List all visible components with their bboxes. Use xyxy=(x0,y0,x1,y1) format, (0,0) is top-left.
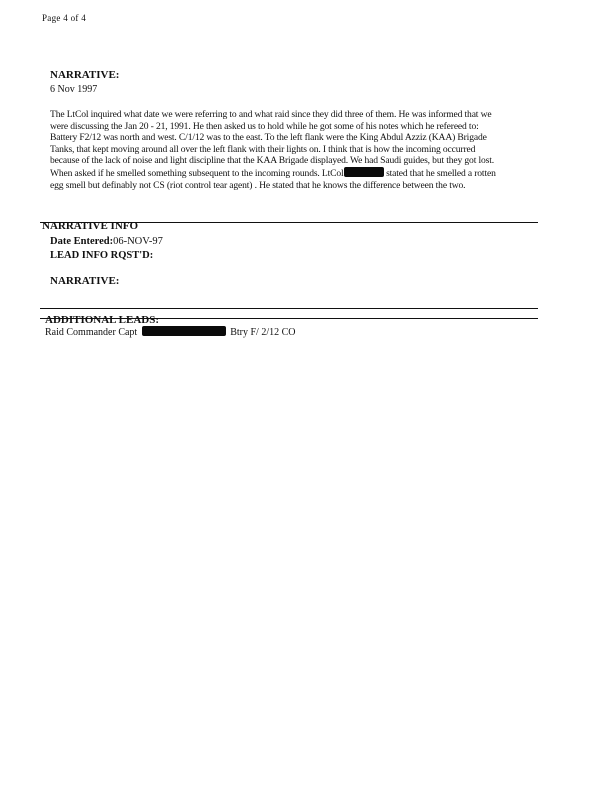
page-number: Page 4 of 4 xyxy=(42,13,87,23)
narrative-info-heading: NARRATIVE INFO xyxy=(42,220,139,232)
redaction-mark xyxy=(142,326,226,336)
lead-info-label: LEAD INFO RQST'D: xyxy=(50,250,154,261)
date-entered-label: Date Entered: xyxy=(50,236,114,247)
narrative-paragraph-start: The LtCol inquired what date we were referring to and what raid since they did three of them. He was informed that we were discussing the Jan 20 - 21, 1991. He then asked us to hold while he got some of his notes which he refereed to: Battery F2/12 was north and west. C/1/12 was to the east. To the left flank were the King Abdul Azziz (KAA) Brigade Tanks, that kept moving around all over the left flank with their lights on. I think that is how the incoming occurred because of the lack of noise and light discipline that the KAA Brigade displayed. We had Saudi guides, but they got lost. When asked if he smelled something subsequent to the incoming rounds. LtCol xyxy=(50,109,494,179)
narrative-paragraph-end: stated that he smelled a rotten egg smell but definably not CS (riot control tear agent) . He stated that he knows the difference between the two. xyxy=(50,167,496,191)
narrative-paragraph xyxy=(50,109,502,191)
lead-suffix: Btry F/ 2/12 CO xyxy=(230,327,296,338)
section-divider xyxy=(40,308,538,309)
lead-entry xyxy=(45,326,296,339)
narrative-date: 6 Nov 1997 xyxy=(50,84,98,95)
additional-leads-heading: ADDITIONAL LEADS: xyxy=(45,314,159,326)
narrative-heading: NARRATIVE: xyxy=(50,69,120,81)
redaction-mark xyxy=(344,167,384,177)
date-entered-value: 06-NOV-97 xyxy=(113,236,163,247)
lead-prefix: Raid Commander Capt xyxy=(45,327,138,338)
date-entered-row xyxy=(50,236,163,247)
narrative-heading-2: NARRATIVE: xyxy=(50,275,120,287)
